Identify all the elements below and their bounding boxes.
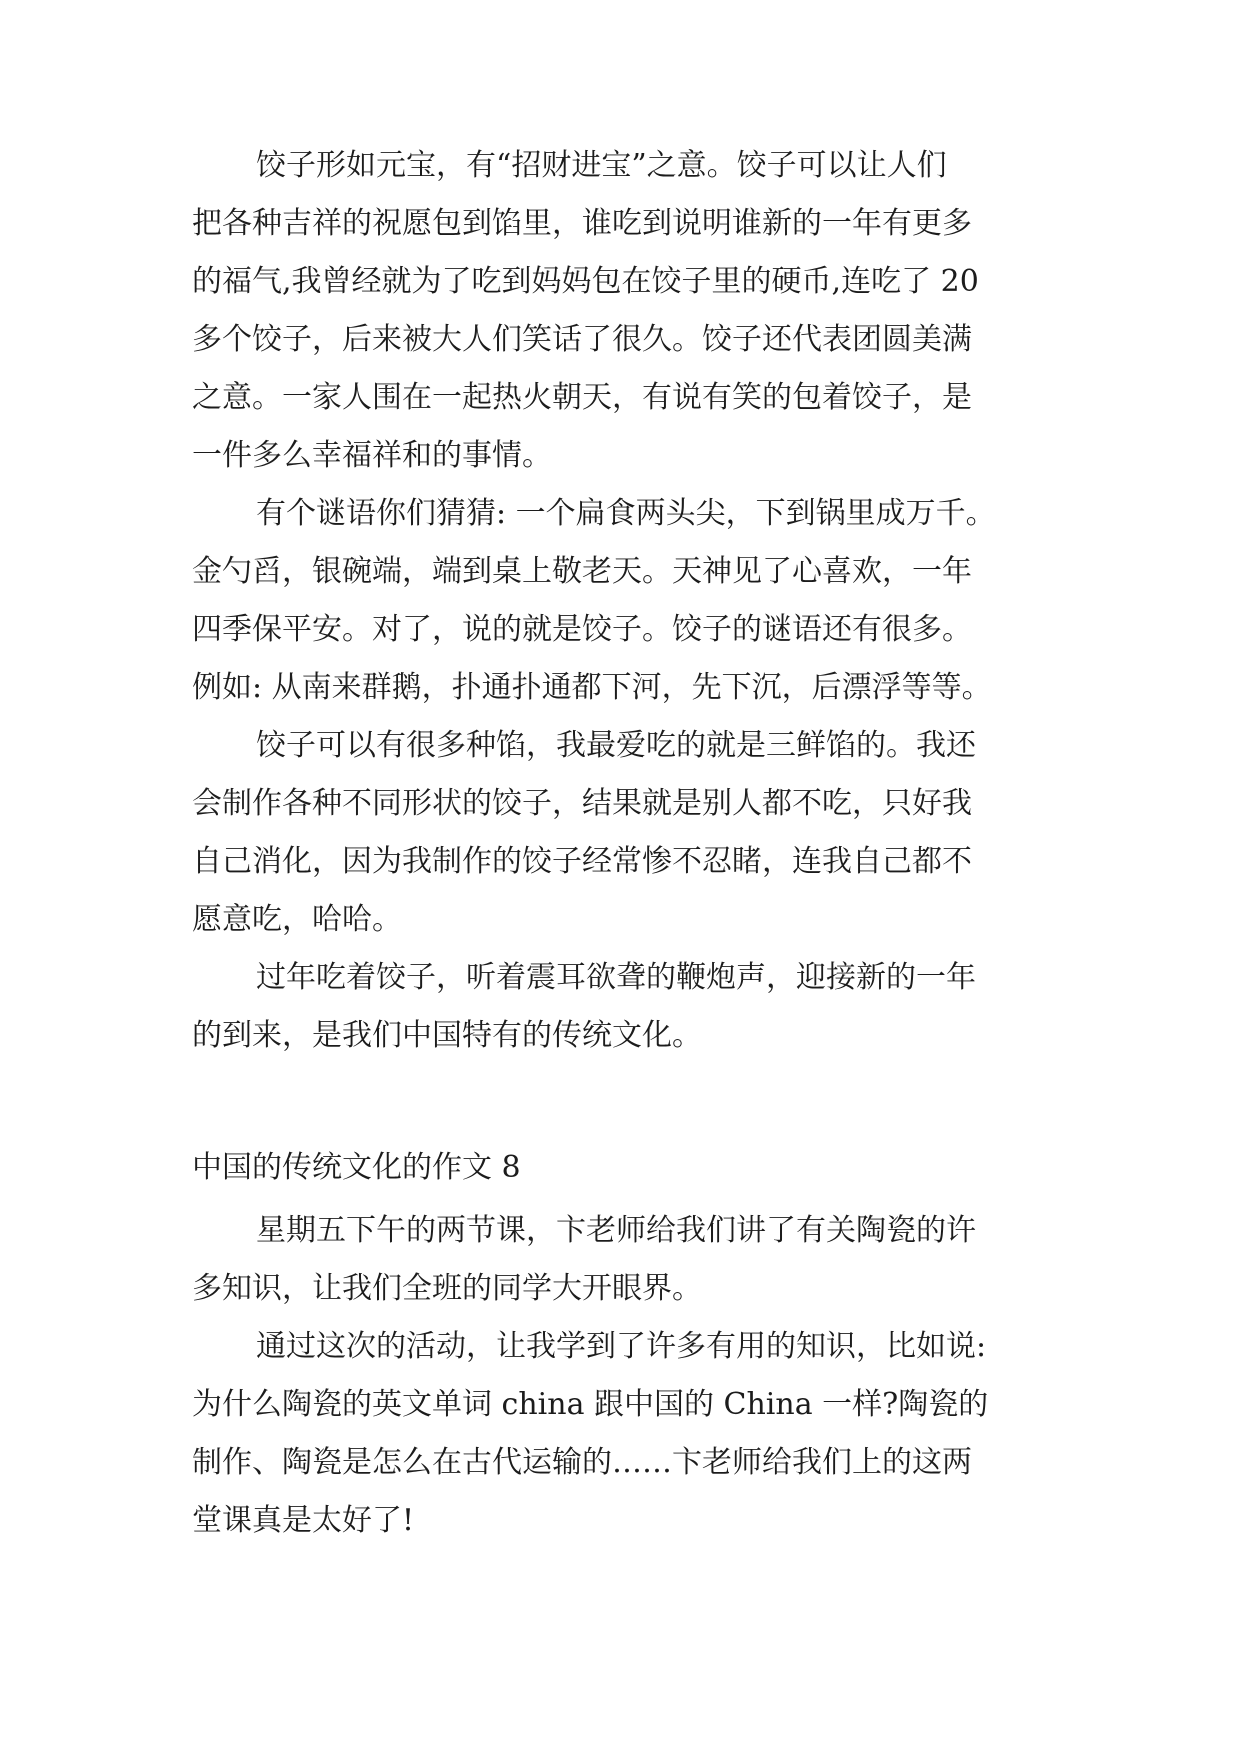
text-line: 把各种吉祥的祝愿包到馅里，谁吃到说明谁新的一年有更多 [192,206,972,241]
paragraph-dumpling-fillings [192,717,1072,949]
text-line: 制作、陶瓷是怎么在古代运输的……卞老师给我们上的这两 [192,1445,972,1480]
text-line: 过年吃着饺子，听着震耳欲聋的鞭炮声，迎接新的一年 [256,960,976,995]
text-line: 多知识，让我们全班的同学大开眼界。 [192,1271,702,1306]
paragraph-ceramics-knowledge [192,1318,1072,1550]
text-line: 为什么陶瓷的英文单词 china 跟中国的 China 一样?陶瓷的 [192,1387,989,1422]
text-line: 星期五下午的两节课，卞老师给我们讲了有关陶瓷的许 [256,1213,976,1248]
text-line: 通过这次的活动，让我学到了许多有用的知识，比如说: [256,1329,987,1364]
essay-heading [192,1139,1072,1197]
essay-title: 中国的传统文化的作文 8 [192,1150,521,1185]
text-line: 自己消化，因为我制作的饺子经常惨不忍睹，连我自己都不 [192,844,972,879]
text-line: 的福气,我曾经就为了吃到妈妈包在饺子里的硬币,连吃了 20 [192,264,979,299]
text-line: 饺子可以有很多种馅，我最爱吃的就是三鲜馅的。我还 [256,728,976,763]
text-line: 金勺舀，银碗端，端到桌上敬老天。天神见了心喜欢，一年 [192,554,972,589]
paragraph-dumpling-riddle [192,485,1072,717]
text-line: 多个饺子，后来被大人们笑话了很久。饺子还代表团圆美满 [192,322,972,357]
text-line: 有个谜语你们猜猜: 一个扁食两头尖，下到锅里成万千。 [256,496,996,531]
paragraph-dumpling-symbolism [192,137,1072,485]
text-line: 四季保平安。对了，说的就是饺子。饺子的谜语还有很多。 [192,612,972,647]
text-line: 愿意吃，哈哈。 [192,902,402,937]
text-line: 一件多么幸福祥和的事情。 [192,438,552,473]
text-line: 的到来，是我们中国特有的传统文化。 [192,1018,702,1053]
text-line: 饺子形如元宝，有“招财进宝”之意。饺子可以让人们 [256,148,947,183]
text-line: 之意。一家人围在一起热火朝天，有说有笑的包着饺子，是 [192,380,972,415]
paragraph-new-year [192,949,1072,1065]
text-line: 会制作各种不同形状的饺子，结果就是别人都不吃，只好我 [192,786,972,821]
text-line: 例如: 从南来群鹅，扑通扑通都下河，先下沉，后漂浮等等。 [192,670,992,705]
paragraph-ceramics-class [192,1202,1072,1318]
text-line: 堂课真是太好了! [192,1503,415,1538]
